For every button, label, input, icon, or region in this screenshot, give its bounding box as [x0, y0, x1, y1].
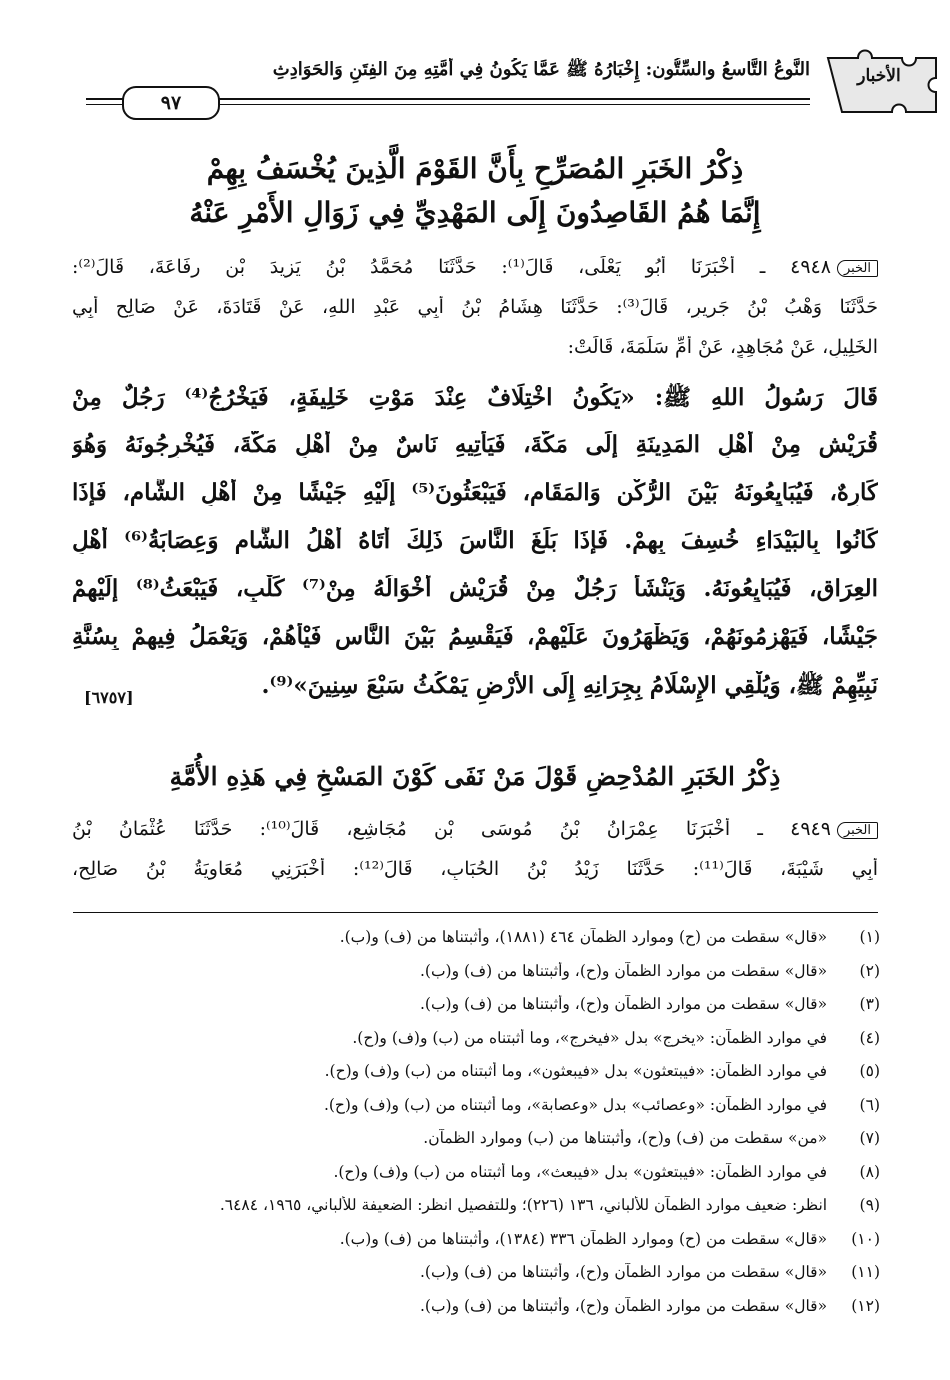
- isnad-line: الخَلِيلِ، عَنْ مُجَاهِدٍ، عَنْ أُمِّ سَلَمَةَ، قَالَتْ:: [567, 336, 878, 358]
- footnote-text: في موارد الظمآن: «فيبتعثون» بدل «فيبعث»، وما أثبتناه من (ب) و(ف) و(ح).: [333, 1162, 832, 1181]
- running-title: النَّوعُ التَّاسعُ والسِّتُّون: إِخْبَارُهُ ﷺ عَمَّا يَكُونُ فِي أُمَّتِهِ مِنَ الفِتَنِ وَالحَوَادِثِ: [272, 59, 810, 80]
- footnote-text: في موارد الظمآن: «يخرج» بدل «فيخرج»، وما أثبتناه من (ب) و(ف) و(ح).: [352, 1028, 832, 1047]
- section-heading-line-1: ذِكْرُ الخَبَرِ المُصَرِّحِ بِأَنَّ القَوْمَ الَّذِينَ يُخْسَفُ بِهِمْ: [206, 152, 744, 185]
- footnote-number: (٢): [859, 961, 880, 980]
- footnote-text: «قال» سقطت من موارد الظمآن و(ح)، وأثبتناها من (ف) و(ب).: [419, 995, 832, 1013]
- hadith-reference: [٦٧٥٧]: [84, 688, 134, 707]
- footnote: [60, 928, 880, 946]
- footnote-number: (١١): [851, 1263, 880, 1281]
- footnote-text: في موارد الظمآن: «فيبتعثون» بدل «فيبعثون»، وما أثبتناه من (ب) و(ف) و(ح).: [324, 1062, 832, 1080]
- footnote-text: «قال» سقطت من موارد الظمآن و(ح)، وأثبتناها من (ف) و(ب).: [419, 961, 832, 980]
- footnote: [60, 1196, 880, 1214]
- footnote-number: (١): [859, 928, 880, 946]
- footnote-number: (٥): [859, 1062, 880, 1080]
- footnote: [60, 1163, 880, 1181]
- footnote-number: (٧): [859, 1129, 880, 1147]
- footnote-number: (٣): [859, 995, 880, 1013]
- footnote-text: «من» سقطت من (ف) و(ح)، وأثبتناها من (ب) وموارد الظمآن.: [423, 1129, 832, 1147]
- footnote: [60, 962, 880, 980]
- footnote-number: (٤): [859, 1028, 880, 1047]
- footnote: [60, 1096, 880, 1114]
- footnote-text: «قال» سقطت من موارد الظمآن و(ح)، وأثبتناها من (ف) و(ب).: [419, 1296, 832, 1315]
- footnote-text: «قال» سقطت من موارد الظمآن و(ح)، وأثبتناها من (ف) و(ب).: [419, 1263, 832, 1281]
- footnote: [60, 1029, 880, 1047]
- page-number: ٩٧: [122, 86, 220, 120]
- matn-line: قَالَ رَسُولُ اللهِ ﷺ: «يَكُونُ اخْتِلَافٌ عِنْدَ مَوْتِ خَلِيفَةٍ، فَيَخْرُجُ⁽⁴⁾ رَجُلٌ مِنْ: [72, 384, 878, 411]
- footnote-number: (١٠): [851, 1229, 880, 1248]
- footnote-text: «قال» سقطت من (ح) وموارد الظمآن ٤٦٤ (١٨٨١)، وأثبتناها من (ف) و(ب).: [339, 928, 832, 946]
- section-heading-line-2: إِنَّمَا هُمُ القَاصِدُونَ إِلَى المَهْدِيِّ فِي زَوَالِ الأَمْرِ عَنْهُ: [189, 196, 761, 229]
- footnote: [60, 1297, 880, 1315]
- isnad-line: حَدَّثَنَا وَهْبُ بْنُ جَرِيرٍ، قَالَ⁽³⁾: حَدَّثَنَا هِشَامُ بْنُ أَبِي عَبْدِ اللهِ، عَنْ قَتَادَةَ، عَنْ صَالِحٍ أَبِي: [72, 296, 878, 318]
- footnote-number: (٩): [859, 1196, 880, 1214]
- page-header: [78, 40, 938, 120]
- footnote-text: في موارد الظمآن: «وعصائب» بدل «وعصابة»، وما أثبتناه من (ب) و(ف) و(ح).: [323, 1095, 832, 1114]
- badge-label: الأخبار: [857, 66, 901, 86]
- footnote-number: (٨): [859, 1162, 880, 1181]
- footnote-number: (١٢): [851, 1296, 880, 1315]
- matn-line: العِرَاقِ، فَيُبَايِعُونَهُ. وَيَنْشَأُ رَجُلٌ مِنْ قُرَيْشٍ أَخْوَالُهُ مِنْ⁽⁷⁾ كَلْبٍ، فَيَبْعَثُ⁽⁸⁾ إِلَيْهِمْ: [72, 575, 878, 602]
- footnote: [60, 1230, 880, 1248]
- section-heading-2: ذِكْرُ الخَبَرِ المُدْحِضِ قَوْلَ مَنْ نَفَى كَوْنَ المَسْخِ فِي هَذِهِ الأُمَّةِ: [169, 762, 781, 791]
- footnote-text: انظر: ضعيف موارد الظمآن للألباني، ١٣٦ (٢٢٦)؛ وللتفصيل انظر: الضعيفة للألباني، ١٩٦٥، ٦٤٨٤.: [219, 1196, 832, 1214]
- matn-line: جَيْشًا، فَيَهْزِمُونَهُمْ، وَيَظْهَرُونَ عَلَيْهِمْ، فَيَقْسِمُ بَيْنَ النَّاسِ فَيْأَهُمْ، وَيَعْمَلُ فِيهِمْ بِسُنَّةِ: [72, 623, 878, 650]
- footnote: [60, 1129, 880, 1147]
- footnote-text: «قال» سقطت من (ح) وموارد الظمآن ٣٣٦ (١٣٨٤)، وأثبتناها من (ف) و(ب).: [339, 1229, 832, 1248]
- isnad-line: الخبر٤٩٤٨ ـ أَخْبَرَنَا أَبُو يَعْلَى، قَالَ⁽¹⁾: حَدَّثَنَا مُحَمَّدُ بْنُ يَزِيدَ بْنِ رِفَاعَةَ، قَالَ⁽²⁾:: [72, 256, 878, 278]
- footnote-rule: [73, 912, 878, 913]
- matn-line-last: نَبِيِّهِمْ ﷺ، وَيُلْقِي الإِسْلَامُ بِجِرَانِهِ إِلَى الأَرْضِ يَمْكُثُ سَبْعَ سِنِينَ»⁽⁹⁾.: [261, 672, 878, 699]
- isnad-line: أَبِي شَيْبَةَ، قَالَ⁽¹¹⁾: حَدَّثَنَا زَيْدُ بْنُ الحُبَابِ، قَالَ⁽¹²⁾: أَخْبَرَنِي مُعَاوِيَةُ بْنُ صَالِحٍ،: [72, 858, 878, 880]
- khabar-tag: الخبر: [837, 260, 878, 277]
- matn-line: قُرَيْشٍ مِنْ أَهْلِ المَدِينَةِ إِلَى مَكَّةَ، فَيَأْتِيهِ نَاسٌ مِنْ أَهْلِ مَكَّةَ، فَيُخْرِجُونَهُ وَهُوَ: [72, 431, 878, 458]
- footnote: [60, 995, 880, 1013]
- footnote-number: (٦): [859, 1095, 880, 1114]
- puzzle-piece-icon: [818, 44, 938, 116]
- isnad-line: الخبر٤٩٤٩ ـ أَخْبَرَنَا عِمْرَانُ بْنُ مُوسَى بْنِ مُجَاشِعٍ، قَالَ⁽¹⁰⁾: حَدَّثَنَا عُثْمَانُ بْنُ: [72, 818, 878, 840]
- khabar-tag: الخبر: [837, 822, 878, 839]
- footnote: [60, 1263, 880, 1281]
- footnote: [60, 1062, 880, 1080]
- matn-line: كَانُوا بِالبَيْدَاءِ خُسِفَ بِهِمْ. فَإِذَا بَلَغَ النَّاسَ ذَلِكَ أَتَاهُ أَهْلُ الشَّامِ وَعِصَابَةُ⁽⁶⁾ أَهْلِ: [72, 527, 878, 554]
- matn-line: كَارِهٌ، فَيُبَايِعُونَهُ بَيْنَ الرُّكْنِ وَالمَقَامِ، فَيَبْعَثُونَ⁽⁵⁾ إِلَيْهِ جَيْشًا مِنْ أَهْلِ الشَّامِ، فَإِذَا: [72, 479, 878, 506]
